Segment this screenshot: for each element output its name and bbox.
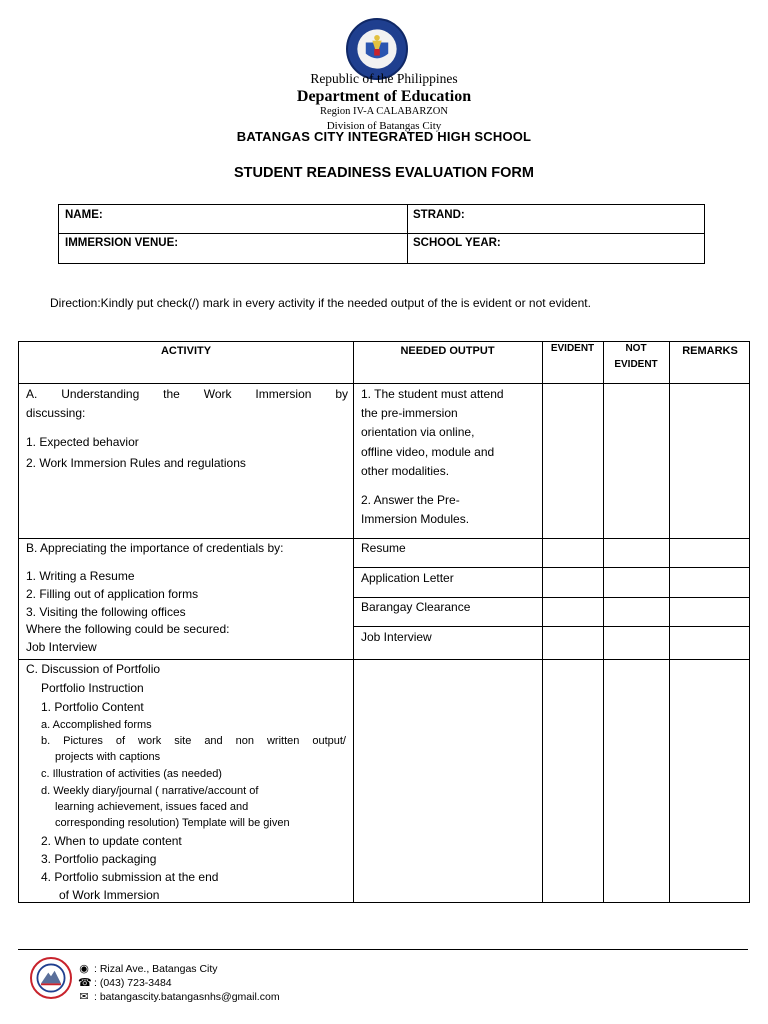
- activity-b-line6: Job Interview: [26, 640, 97, 654]
- location-pin-icon: ◉: [79, 963, 89, 975]
- school-logo: [30, 957, 72, 999]
- activity-c-line4: a. Accomplished forms: [41, 719, 152, 731]
- activity-c-line12: 3. Portfolio packaging: [41, 852, 157, 866]
- activity-c-line5: b. Pictures of work site and non written output/: [41, 735, 346, 747]
- activity-a-line4: 2. Work Immersion Rules and regulations: [26, 456, 246, 470]
- footer-phone: ☎ : (043) 723-3484: [78, 977, 172, 989]
- output-b-application-letter: Application Letter: [361, 571, 454, 585]
- evaluation-table: [18, 341, 750, 903]
- activity-c-line6: projects with captions: [55, 751, 161, 763]
- immersion-venue-label: IMMERSION VENUE:: [65, 237, 179, 249]
- activity-b-line1: B. Appreciating the importance of credentials by:: [26, 541, 284, 555]
- output-b-barangay-clearance: Barangay Clearance: [361, 600, 471, 614]
- activity-b-line5: Where the following could be secured:: [26, 622, 230, 636]
- output-a-line5: other modalities.: [361, 464, 450, 478]
- email-icon: ✉: [79, 991, 89, 1003]
- activity-a-line3: 1. Expected behavior: [26, 435, 139, 449]
- activity-a-line1: A. Understanding the Work Immersion by: [26, 387, 348, 401]
- strand-label: STRAND:: [413, 209, 465, 221]
- department-title: Department of Education: [296, 88, 472, 105]
- activity-c-line7: c. Illustration of activities (as needed): [41, 768, 222, 780]
- output-b-job-interview: Job Interview: [361, 630, 432, 644]
- form-title: STUDENT READINESS EVALUATION FORM: [234, 165, 534, 181]
- activity-c-line9: learning achievement, issues faced and: [55, 801, 249, 813]
- header-activity: ACTIVITY: [160, 345, 212, 357]
- output-a-line6: 2. Answer the Pre-: [361, 493, 460, 507]
- activity-c-line1: C. Discussion of Portfolio: [26, 662, 161, 676]
- output-a-line3: orientation via online,: [361, 425, 475, 439]
- activity-b-line3: 2. Filling out of application forms: [26, 587, 199, 601]
- direction-text: Direction:Kindly put check(/) mark in every activity if the needed output of the is evident or not evident.: [50, 296, 591, 310]
- activity-c-line11: 2. When to update content: [41, 834, 182, 848]
- activity-c-line13: 4. Portfolio submission at the end: [41, 870, 219, 884]
- output-b-resume: Resume: [361, 541, 406, 555]
- phone-icon: ☎: [78, 977, 92, 989]
- region-line: Region IV-A CALABARZON: [320, 106, 448, 117]
- output-a-line4: offline video, module and: [361, 445, 495, 459]
- school-year-label: SCHOOL YEAR:: [413, 237, 501, 249]
- header-needed-output: NEEDED OUTPUT: [400, 345, 495, 357]
- activity-b-line2: 1. Writing a Resume: [26, 569, 135, 583]
- output-a-line7: Immersion Modules.: [361, 512, 470, 526]
- activity-c-line10: corresponding resolution) Template will be given: [55, 817, 290, 829]
- footer-email: ✉ : batangascity.batangasnhs@gmail.com: [79, 991, 280, 1003]
- activity-c-line14: of Work Immersion: [59, 888, 160, 902]
- activity-c-line2: Portfolio Instruction: [41, 681, 144, 695]
- header-evident: EVIDENT: [550, 343, 595, 354]
- footer-address: ◉ : Rizal Ave., Batangas City: [79, 963, 218, 975]
- activity-c-line3: 1. Portfolio Content: [41, 700, 144, 714]
- output-a-line1: 1. The student must attend: [361, 387, 504, 401]
- activity-c-line8: d. Weekly diary/journal ( narrative/account of: [41, 785, 259, 797]
- activity-a-line2: discussing:: [26, 406, 86, 420]
- header-not-evident-line2: EVIDENT: [614, 359, 658, 370]
- republic-line: Republic of the Philippines: [310, 71, 458, 86]
- header-not-evident-line1: NOT: [625, 343, 647, 354]
- header-remarks: REMARKS: [682, 345, 738, 357]
- footer-divider: [18, 949, 748, 950]
- student-info-table: [58, 204, 705, 264]
- output-a-line2: the pre-immersion: [361, 406, 458, 420]
- activity-b-line4: 3. Visiting the following offices: [26, 605, 186, 619]
- school-name: BATANGAS CITY INTEGRATED HIGH SCHOOL: [236, 129, 532, 144]
- name-label: NAME:: [65, 209, 103, 221]
- division-line: Division of Batangas City: [326, 120, 442, 132]
